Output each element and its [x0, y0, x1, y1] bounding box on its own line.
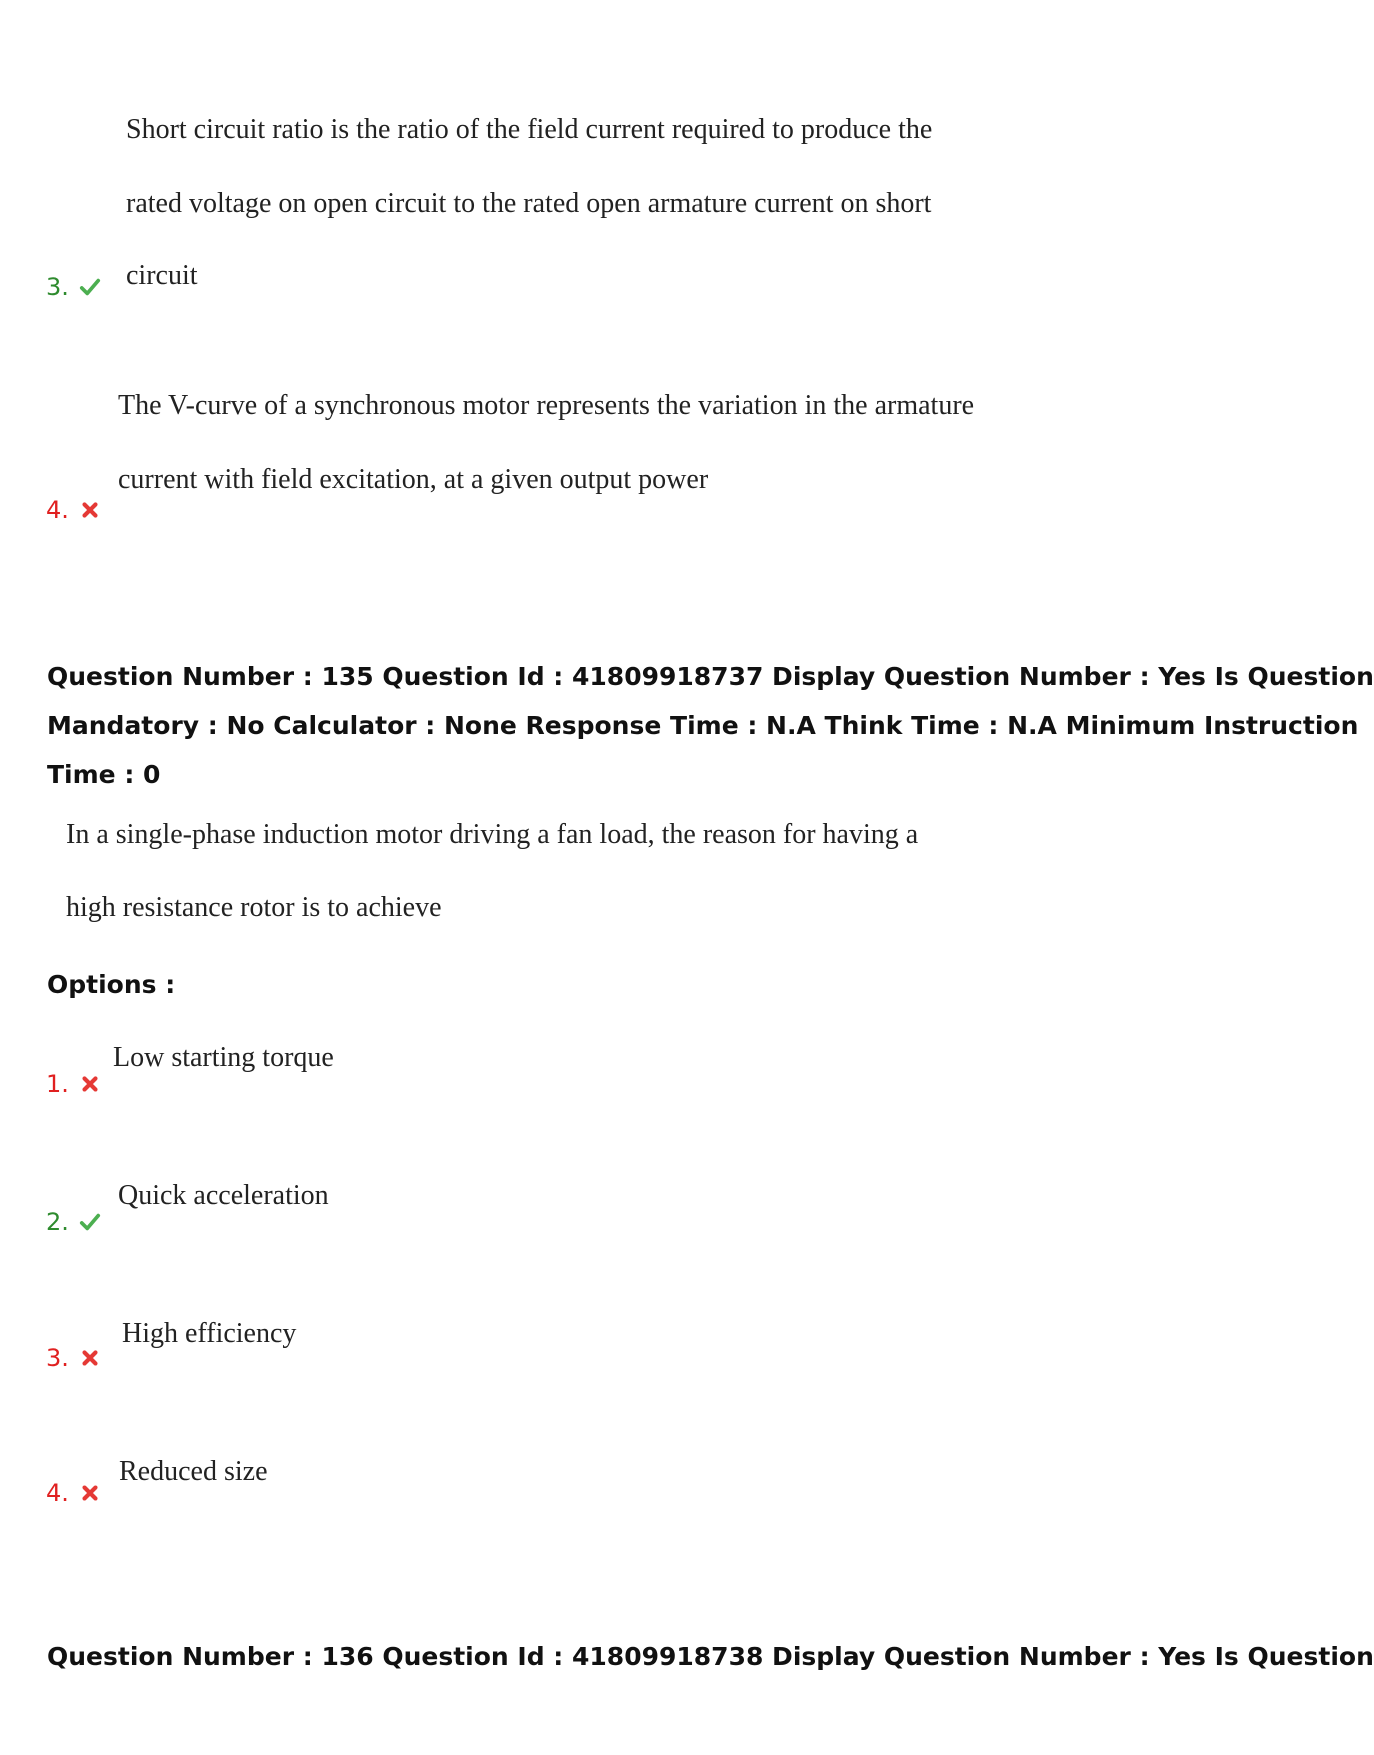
- q136-meta-line1: Question Number : 136 Question Id : 41809918738 Display Question Number : Yes Is Question: [47, 1642, 1374, 1671]
- check-icon: [79, 276, 101, 298]
- prev-option4-line1: The V-curve of a synchronous motor represents the variation in the armature: [118, 390, 975, 421]
- prev-option3-number: 3.: [46, 273, 69, 301]
- prev-option3-line2: rated voltage on open circuit to the rated open armature current on short: [126, 188, 932, 219]
- cross-icon: [79, 1073, 101, 1095]
- cross-icon: [79, 1482, 101, 1504]
- prev-option4-marker: [46, 496, 101, 524]
- q135-meta-line3: Time : 0: [47, 760, 161, 789]
- check-icon: [79, 1211, 101, 1233]
- prev-option3-line3: circuit: [126, 260, 198, 291]
- prev-option3-marker: [46, 273, 101, 301]
- prev-option4-number: 4.: [46, 496, 69, 524]
- q135-option2-text: Quick acceleration: [118, 1180, 329, 1211]
- q135-option2-marker: [46, 1208, 101, 1236]
- q135-option2-number: 2.: [46, 1208, 69, 1236]
- q135-option4-marker: [46, 1479, 101, 1507]
- q135-option4-text: Reduced size: [119, 1456, 268, 1487]
- q135-meta-line2: Mandatory : No Calculator : None Response Time : N.A Think Time : N.A Minimum Instruction: [47, 711, 1359, 740]
- q135-text-line2: high resistance rotor is to achieve: [66, 892, 442, 923]
- q135-option4-number: 4.: [46, 1479, 69, 1507]
- q135-option3-number: 3.: [46, 1344, 69, 1372]
- q135-option1-text: Low starting torque: [113, 1042, 334, 1073]
- options-label: Options :: [47, 970, 176, 999]
- q135-option1-number: 1.: [46, 1070, 69, 1098]
- q135-text-line1: In a single-phase induction motor driving a fan load, the reason for having a: [66, 819, 919, 850]
- cross-icon: [79, 1347, 101, 1369]
- q135-option3-text: High efficiency: [122, 1318, 297, 1349]
- cross-icon: [79, 499, 101, 521]
- q135-option1-marker: [46, 1070, 101, 1098]
- prev-option4-line2: current with field excitation, at a given output power: [118, 464, 709, 495]
- q135-option3-marker: [46, 1344, 101, 1372]
- q135-meta-line1: Question Number : 135 Question Id : 41809918737 Display Question Number : Yes Is Question: [47, 662, 1374, 691]
- prev-option3-line1: Short circuit ratio is the ratio of the field current required to produce the: [126, 114, 933, 145]
